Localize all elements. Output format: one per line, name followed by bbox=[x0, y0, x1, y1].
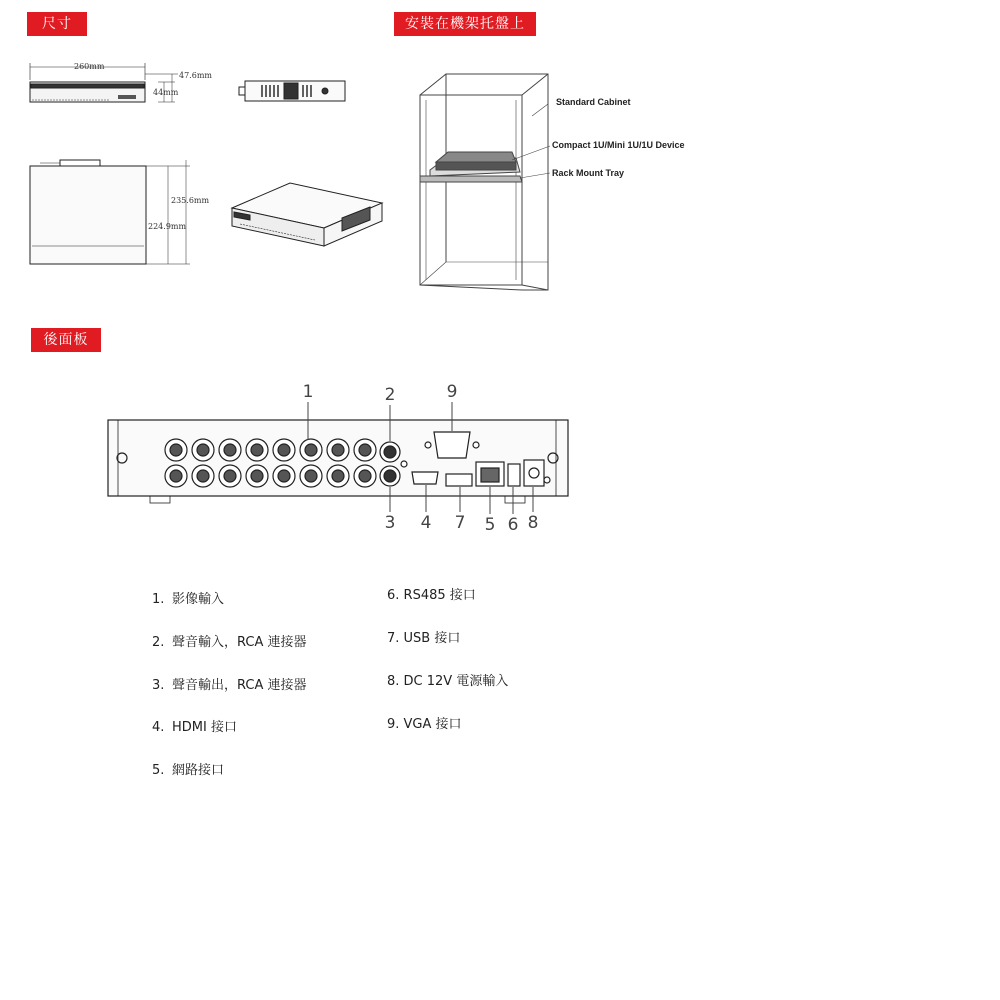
legend-item bbox=[152, 716, 237, 735]
callout-number: 2 bbox=[384, 385, 396, 405]
callout-number: 7 bbox=[454, 513, 466, 533]
bnc-connector bbox=[300, 439, 322, 461]
legend-number: 5. bbox=[152, 763, 165, 778]
legend-number: 2. bbox=[152, 635, 165, 650]
bnc-connector bbox=[192, 439, 214, 461]
legend-item bbox=[152, 588, 224, 607]
legend-number: 4. bbox=[152, 720, 165, 735]
callout-number: 5 bbox=[484, 515, 496, 535]
top-view-drawing bbox=[30, 160, 190, 264]
hdmi-port bbox=[412, 472, 438, 484]
legend-text: 聲音輸入，RCA 連接器 bbox=[172, 635, 307, 650]
network-port bbox=[476, 462, 504, 486]
label-rack-mount-tray: Rack Mount Tray bbox=[552, 168, 625, 178]
isometric-device-drawing bbox=[232, 183, 382, 246]
callout-number: 1 bbox=[302, 382, 314, 402]
dim-height-top-label: 47.6mm bbox=[179, 71, 212, 80]
callout-number: 4 bbox=[420, 513, 432, 533]
bnc-connector bbox=[327, 439, 349, 461]
dim-depth-body-label: 224.9mm bbox=[148, 222, 187, 231]
bnc-connector bbox=[165, 439, 187, 461]
legend-text: 影像輸入 bbox=[172, 592, 225, 607]
rear-view-small bbox=[239, 81, 345, 101]
bnc-connector bbox=[219, 465, 241, 487]
section-title-rear-panel: 後面板 bbox=[31, 328, 101, 352]
bnc-connector bbox=[327, 465, 349, 487]
legend-number: 1. bbox=[152, 592, 165, 607]
bnc-connector bbox=[300, 465, 322, 487]
legend-item: 7. USB 接口 bbox=[387, 631, 461, 646]
legend-item bbox=[152, 674, 307, 693]
section-title-rack-mount: 安裝在機架托盤上 bbox=[394, 12, 536, 36]
bnc-connector bbox=[246, 465, 268, 487]
legend-text: 網路接口 bbox=[172, 763, 225, 778]
label-standard-cabinet: Standard Cabinet bbox=[556, 97, 631, 107]
bnc-connector bbox=[354, 465, 376, 487]
legend-item: 6. RS485 接口 bbox=[387, 588, 476, 603]
bnc-connector bbox=[273, 439, 295, 461]
dim-width-label: 260mm bbox=[74, 62, 105, 71]
legend-text: 聲音輸出，RCA 連接器 bbox=[172, 678, 307, 693]
legend-item bbox=[152, 759, 224, 778]
callout-number: 3 bbox=[384, 513, 396, 533]
dim-height-body-label: 44mm bbox=[153, 88, 179, 97]
bnc-connector bbox=[219, 439, 241, 461]
bnc-connector bbox=[273, 465, 295, 487]
rs485-port bbox=[508, 464, 520, 486]
legend-text: HDMI 接口 bbox=[172, 720, 237, 735]
bnc-connector bbox=[354, 439, 376, 461]
dim-depth-total-label: 235.6mm bbox=[171, 196, 210, 205]
label-compact-device: Compact 1U/Mini 1U/1U Device bbox=[552, 140, 685, 150]
callout-number: 9 bbox=[446, 382, 458, 402]
bnc-connector bbox=[165, 465, 187, 487]
bnc-connector bbox=[246, 439, 268, 461]
legend-item: 9. VGA 接口 bbox=[387, 717, 462, 732]
callout-number: 8 bbox=[527, 513, 539, 533]
legend-item: 8. DC 12V 電源輸入 bbox=[387, 674, 509, 689]
legend-item bbox=[152, 631, 307, 650]
usb-port bbox=[446, 474, 472, 486]
rack-cabinet-drawing bbox=[420, 74, 550, 290]
legend-number: 3. bbox=[152, 678, 165, 693]
callout-number: 6 bbox=[507, 515, 519, 535]
bnc-connector bbox=[192, 465, 214, 487]
section-title-dimensions: 尺寸 bbox=[27, 12, 87, 36]
